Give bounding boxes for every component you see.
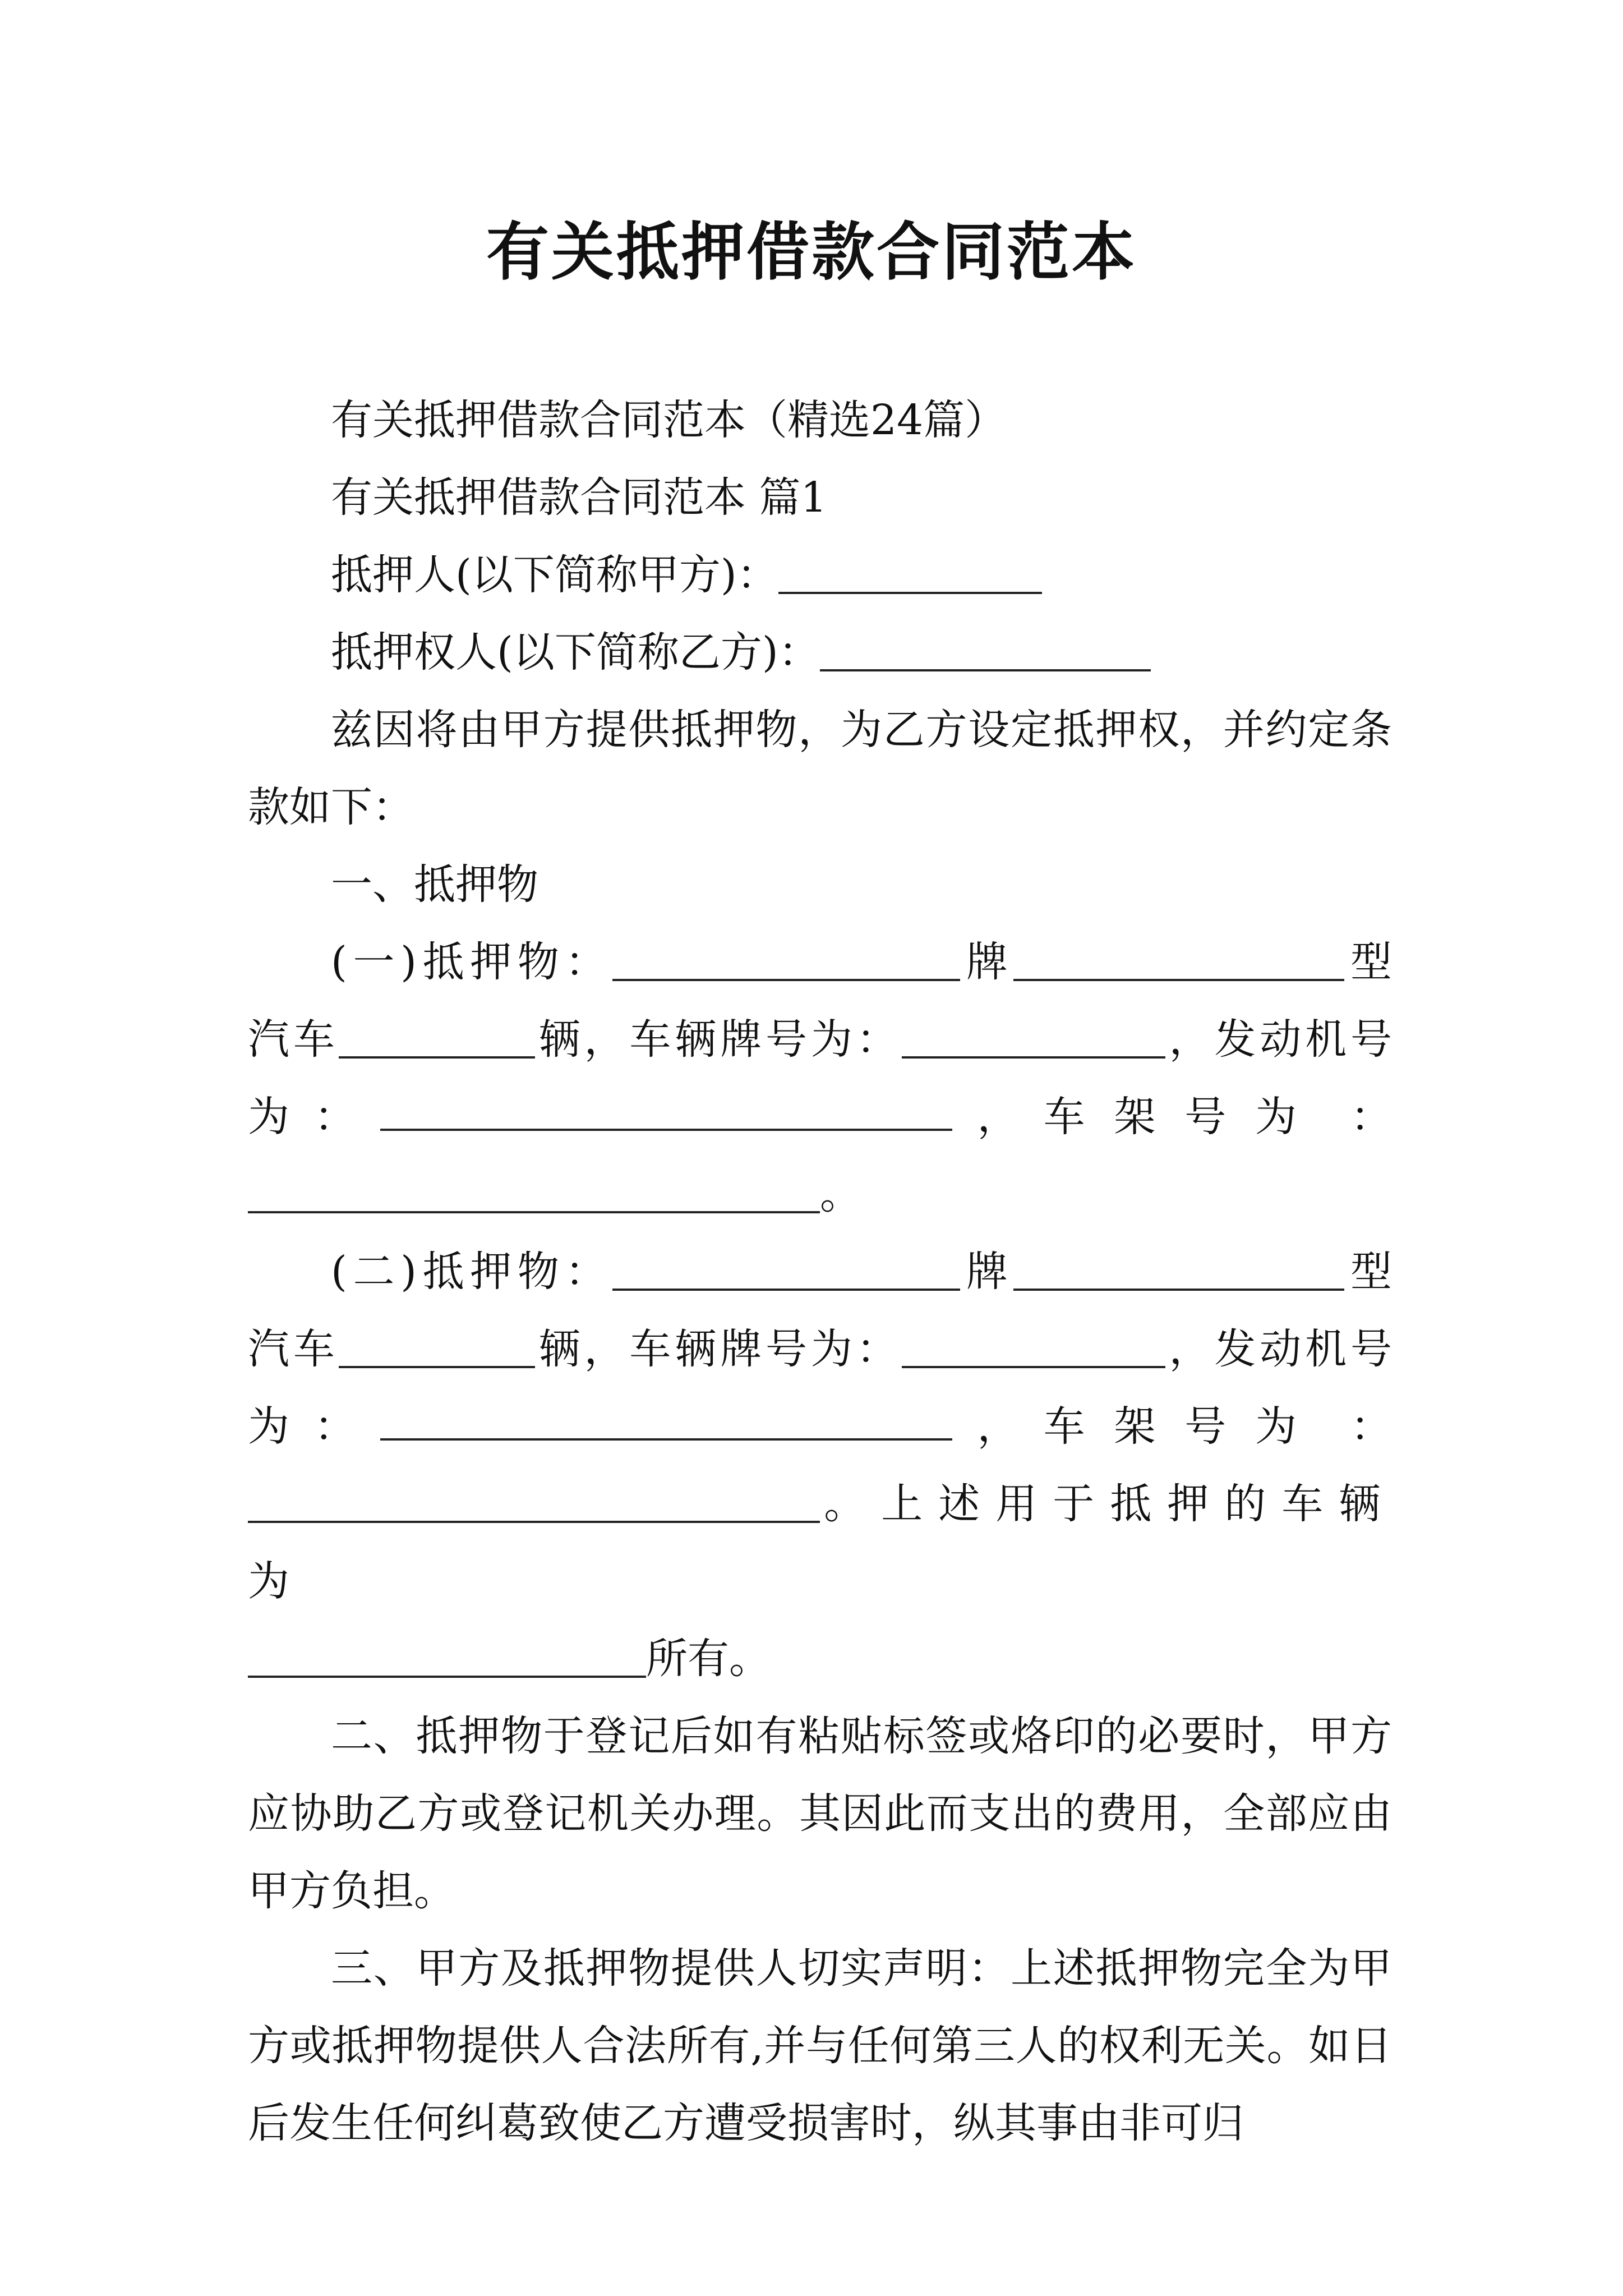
section-1-heading: 一、抵押物	[331, 861, 538, 909]
mortgagor-blank[interactable]	[778, 554, 1042, 594]
section-2-paragraph: 二、抵押物于登记后如有粘贴标签或烙印的必要时，甲方应协助乙方或登记机关办理。其因此而支出的费用，全部应由甲方负担。	[248, 1712, 1392, 1915]
car-label: 汽车	[248, 1015, 339, 1064]
item-2-line-1	[248, 1233, 1392, 1310]
frame-label: 车架号为	[1043, 1093, 1326, 1141]
item-1-model-blank[interactable]	[1013, 941, 1344, 981]
mortgagor-line	[248, 536, 1392, 614]
item-2-line-4	[248, 1465, 1392, 1620]
item-1-engine-blank[interactable]	[380, 1091, 952, 1131]
mortgagor-label: 抵押人(以下简称甲方)：	[331, 551, 778, 599]
period-label: 。	[820, 1170, 861, 1218]
colon-label: ：	[314, 1093, 356, 1141]
owner-end: 所有。	[646, 1635, 771, 1683]
comma-label: ，	[977, 1093, 1019, 1141]
item-1-line-4	[248, 1156, 1392, 1233]
model-label: 型	[1344, 1248, 1392, 1296]
item-2-line-3	[248, 1388, 1392, 1465]
engine-label: ，发动机号	[1165, 1325, 1392, 1373]
document-body	[248, 381, 1392, 2162]
mortgagee-blank[interactable]	[820, 632, 1151, 671]
item-2-engine-blank[interactable]	[380, 1401, 952, 1441]
item-2-frame-blank[interactable]	[248, 1483, 820, 1523]
item-1-brand-blank[interactable]	[612, 941, 960, 981]
item-1-count-blank[interactable]	[339, 1019, 535, 1059]
brand-label: 牌	[960, 938, 1014, 986]
item-2-line-5	[248, 1620, 1392, 1697]
item-2-count-blank[interactable]	[339, 1328, 535, 1368]
mortgagee-label: 抵押权人(以下简称乙方)：	[331, 628, 820, 677]
engine-label: ，发动机号	[1165, 1015, 1392, 1064]
intro-paragraph: 兹因将由甲方提供抵押物，为乙方设定抵押权，并约定条款如下：	[248, 706, 1392, 831]
section-3-paragraph: 三、甲方及抵押物提供人切实声明：上述抵押物完全为甲方或抵押物提供人合法所有,并与任何第三人的权利无关。如日后发生任何纠葛致使乙方遭受损害时，纵其事由非可归	[248, 1944, 1392, 2147]
colon-label: ：	[1350, 1402, 1392, 1451]
item-2-line-2	[248, 1310, 1392, 1388]
comma-label: ，	[977, 1402, 1019, 1451]
item-1-prefix: (一)抵押物：	[331, 938, 613, 986]
owner-blank[interactable]	[248, 1638, 646, 1678]
plate-label: 辆，车辆牌号为：	[534, 1015, 902, 1064]
heading-line: 有关抵押借款合同范本 篇1	[331, 473, 827, 522]
item-1-line-1	[248, 923, 1392, 1001]
item-2-prefix: (二)抵押物：	[331, 1248, 613, 1296]
colon-label: ：	[314, 1402, 356, 1451]
item-2-model-blank[interactable]	[1013, 1251, 1344, 1291]
brand-label: 牌	[960, 1248, 1014, 1296]
frame-label: 车架号为	[1043, 1402, 1326, 1451]
item-2-plate-blank[interactable]	[902, 1328, 1165, 1368]
mortgagee-line	[248, 614, 1392, 691]
owner-text: 。上述用于抵押的车辆为	[248, 1480, 1392, 1605]
colon-label: ：	[1350, 1093, 1392, 1141]
plate-label: 辆，车辆牌号为：	[534, 1325, 902, 1373]
subtitle-line: 有关抵押借款合同范本（精选24篇）	[331, 396, 1007, 444]
item-2-brand-blank[interactable]	[612, 1251, 960, 1291]
item-1-plate-blank[interactable]	[902, 1019, 1165, 1059]
car-label: 汽车	[248, 1325, 339, 1373]
wei-label: 为	[248, 1402, 289, 1451]
item-1-line-2	[248, 1001, 1392, 1078]
item-1-frame-blank[interactable]	[248, 1174, 820, 1213]
document-title: 有关抵押借款合同范本	[486, 215, 1137, 289]
wei-label: 为	[248, 1093, 289, 1141]
item-1-line-3	[248, 1078, 1392, 1156]
model-label: 型	[1344, 938, 1392, 986]
